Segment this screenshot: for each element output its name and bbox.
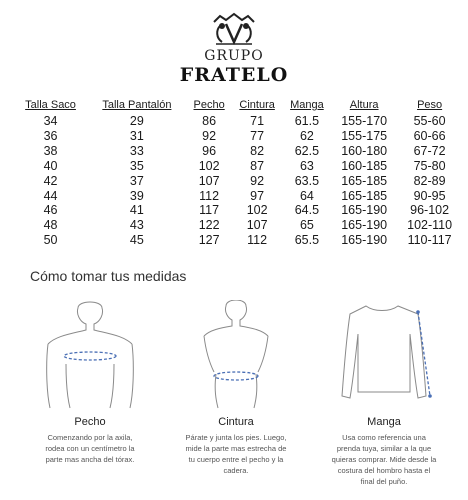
- table-cell: 65: [299, 218, 314, 233]
- table-row: [14, 189, 462, 204]
- table-cell: 45: [129, 233, 144, 248]
- table-cell: 160-185: [341, 158, 388, 173]
- table-cell: 31: [129, 128, 144, 143]
- sleeve-line: prenda tuya, similar a la que: [336, 444, 432, 453]
- table-cell: 41: [129, 203, 144, 218]
- table-cell: 102: [198, 158, 220, 173]
- table-cell: 62.5: [294, 143, 320, 158]
- table-row: [14, 174, 462, 189]
- table-cell: 62: [299, 128, 314, 143]
- table-cell: 110-117: [407, 233, 452, 248]
- size-table-header: [14, 98, 462, 114]
- table-cell: 165-185: [341, 188, 388, 203]
- chest-description: [15, 432, 165, 465]
- table-row: [14, 129, 462, 144]
- table-cell: 90-95: [413, 188, 446, 203]
- brand-line1: GRUPO: [204, 48, 264, 64]
- sleeve-title: Manga: [367, 416, 401, 428]
- table-cell: 33: [129, 143, 144, 158]
- table-cell: 75-80: [413, 158, 446, 173]
- waist-line: mide la parte mas estrecha de: [185, 444, 287, 453]
- sleeve-figure: [314, 300, 454, 410]
- chest-line: parte mas ancha del tórax.: [45, 455, 135, 464]
- table-cell: 155-175: [341, 128, 388, 143]
- table-cell: 55-60: [413, 114, 446, 128]
- table-cell: 37: [129, 173, 144, 188]
- table-cell: 38: [43, 143, 58, 158]
- crest-icon: [206, 12, 262, 48]
- waist-line: tu cuerpo entre el pecho y la: [188, 455, 284, 464]
- table-cell: 160-180: [341, 143, 388, 158]
- chest-line: Comenzando por la axila,: [47, 433, 133, 442]
- howto-title: Cómo tomar tus medidas: [30, 268, 187, 284]
- table-cell: 77: [250, 128, 265, 143]
- table-row: [14, 218, 462, 233]
- table-cell: 36: [43, 128, 58, 143]
- table-cell: 97: [250, 188, 265, 203]
- table-cell: 44: [43, 188, 58, 203]
- table-cell: 117: [199, 203, 220, 218]
- table-cell: 64: [299, 188, 314, 203]
- table-cell: 67-72: [413, 143, 446, 158]
- brand-name: FRATELO: [179, 64, 289, 86]
- table-cell: 40: [43, 158, 58, 173]
- header-talla-saco: Talla Saco: [25, 99, 76, 111]
- table-cell: 34: [43, 114, 58, 128]
- sleeve-line: quieras comprar. Mide desde la: [331, 455, 437, 464]
- waist-description: [161, 432, 311, 476]
- header-pecho: Pecho: [193, 99, 225, 111]
- header-peso: Peso: [417, 99, 443, 111]
- table-cell: 71: [250, 114, 265, 128]
- table-cell: 92: [202, 128, 217, 143]
- table-cell: 165-185: [341, 173, 388, 188]
- table-cell: 46: [43, 203, 58, 218]
- table-cell: 29: [129, 114, 144, 128]
- table-cell: 165-190: [341, 218, 388, 233]
- table-cell: 155-170: [341, 114, 388, 128]
- size-table: [14, 98, 462, 248]
- table-cell: 42: [43, 173, 58, 188]
- table-cell: 102: [246, 203, 268, 218]
- table-cell: 96-102: [410, 203, 450, 218]
- table-cell: 112: [247, 233, 268, 248]
- waist-line: Párate y junta los pies. Luego,: [185, 433, 287, 442]
- table-cell: 64.5: [294, 203, 320, 218]
- table-cell: 63.5: [294, 173, 320, 188]
- table-cell: 165-190: [341, 203, 388, 218]
- table-row: [14, 203, 462, 218]
- chest-figure: [20, 300, 160, 410]
- header-cintura: Cintura: [239, 99, 275, 111]
- table-cell: 96: [202, 143, 217, 158]
- waist-line: cadera.: [223, 466, 249, 475]
- sleeve-line: Usa como referencia una: [342, 433, 426, 442]
- waist-figure: [166, 300, 306, 410]
- table-cell: 87: [250, 158, 265, 173]
- brand-logo: [0, 12, 468, 48]
- table-cell: 48: [43, 218, 58, 233]
- table-cell: 165-190: [341, 233, 388, 248]
- table-row: [14, 233, 462, 248]
- table-cell: 82-89: [413, 173, 446, 188]
- table-cell: 102-110: [407, 218, 453, 233]
- table-cell: 39: [129, 188, 144, 203]
- table-cell: 86: [202, 114, 217, 128]
- table-cell: 112: [199, 188, 220, 203]
- sleeve-description: [309, 432, 459, 487]
- chest-line: rodea con un centímetro la: [45, 444, 135, 453]
- chest-illustration: [20, 300, 160, 410]
- table-cell: 107: [198, 173, 220, 188]
- table-cell: 61.5: [294, 114, 320, 128]
- table-cell: 82: [250, 143, 265, 158]
- table-cell: 65.5: [294, 233, 320, 248]
- waist-title: Cintura: [218, 416, 254, 428]
- table-cell: 122: [198, 218, 220, 233]
- table-row: [14, 114, 462, 129]
- sleeve-illustration: [314, 300, 454, 410]
- chest-title: Pecho: [74, 416, 106, 428]
- waist-illustration: [166, 300, 306, 410]
- sleeve-line: costura del hombro hasta el: [337, 466, 431, 475]
- table-cell: 127: [198, 233, 220, 248]
- header-manga: Manga: [290, 99, 324, 111]
- table-cell: 107: [246, 218, 268, 233]
- table-cell: 63: [299, 158, 314, 173]
- table-cell: 35: [129, 158, 144, 173]
- table-row: [14, 144, 462, 159]
- table-cell: 50: [43, 233, 58, 248]
- header-talla-pantalon: Talla Pantalón: [102, 99, 172, 111]
- table-cell: 92: [250, 173, 265, 188]
- table-cell: 60-66: [413, 128, 446, 143]
- header-altura: Altura: [349, 99, 379, 111]
- table-cell: 43: [129, 218, 144, 233]
- sleeve-line: final del puño.: [360, 477, 408, 486]
- table-row: [14, 159, 462, 174]
